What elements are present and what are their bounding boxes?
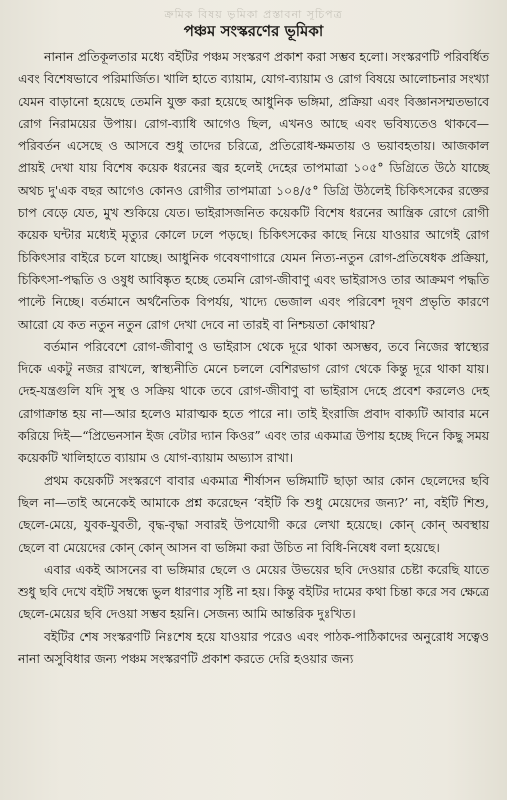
page-title: পঞ্চম সংস্করণের ভূমিকা <box>183 22 324 40</box>
paragraph: বর্তমান পরিবেশে রোগ-জীবাণু ও ভাইরাস থেকে দূরে থাকা অসম্ভব, তবে নিজের স্বাস্থ্যের দিকে একটু নজর রাখলে, স্বাস্থ্যনীতি মেনে চললে বেশিরভাগ রোগ থেকে কিন্তু দূরে থাকা যায়। দেহ-যন্ত্রগুলি যদি সুস্থ ও সক্রিয় থাকে তবে রোগ-জীবাণু বা ভাইরাস দেহে প্রবেশ করলেও দেহ রোগাক্রান্ত হয় না—আর হলেও মারাত্মক হতে পারে না। তাই ইংরাজি প্রবাদ বাক্যটি আবার মনে করিয়ে দিই—“প্রিভেনসান ইজ বেটার দ্যান কিওর” এবং তার একমাত্র উপায় হচ্ছে দিনে কিছু সময় কয়েকটি খালিহাতে ব্যায়াম ও যোগ-ব্যায়াম অভ্যাস রাখা। <box>18 338 489 466</box>
paragraph: এবার একই আসনের বা ভঙ্গিমার ছেলে ও মেয়ের উভয়ের ছবি দেওয়ার চেষ্টা করেছি যাতে শুধু ছবি দেখে বইটি সম্বন্ধে ভুল ধারণার সৃষ্টি না হয়। কিন্তু বইটির দামের কথা চিন্তা করে সব ক্ষেত্রে ছেলে-মেয়ের ছবি দেওয়া সম্ভব হয়নি। সেজন্য আমি আন্তরিক দুঃখিত। <box>18 561 489 622</box>
paragraph: নানান প্রতিকূলতার মধ্যে বইটির পঞ্চম সংস্করণ প্রকাশ করা সম্ভব হলো। সংস্করণটি পরিবর্ধিত এবং বিশেষভাবে পরিমার্জিত। খালি হাতে ব্যায়াম, যোগ-ব্যায়াম ও রোগ বিষয়ে আলোচনার সংখ্যা যেমন বাড়ানো হয়েছে তেমনি যুক্ত করা হয়েছে আধুনিক ভঙ্গিমা, প্রক্রিয়া এবং বিজ্ঞানসম্মতভাবে রোগ নিরাময়ের উপায়। রোগ-ব্যাধি আগেও ছিল, এখনও আছে এবং ভবিষ্যতেও থাকবে—পরিবর্তন এসেছে ও আসবে শুধু তাদের চরিত্রে, প্রতিরোধ-ক্ষমতায় ও ভয়াবহতায়। আজকাল প্রায়ই দেখা যায় বিশেষ কয়েক ধরনের জ্বর হলেই দেহের তাপমাত্রা ১০৫° ডিগ্রিতে উঠে যাচ্ছে অথচ দু'এক বছর আগেও কোনও রোগীর তাপমাত্রা ১০৪/৫° ডিগ্রি উঠলেই চিকিৎসকের রক্তের চাপ বেড়ে যেত, মুখ শুকিয়ে যেত। ভাইরাসজনিত কয়েকটি বিশেষ ধরনের আন্ত্রিক রোগে রোগী কয়েক ঘন্টার মধ্যেই মৃত্যুর কোলে ঢলে পড়ছে। চিকিৎসকের কাছে নিয়ে যাওয়ার আগেই রোগ চিকিৎসার বাইরে চলে যাচ্ছে। আধুনিক গবেষণাগারে যেমন নিত্য-নতুন রোগ-প্রতিষেধক প্রক্রিয়া, চিকিৎসা-পদ্ধতি ও ওষুধ আবিষ্কৃত হচ্ছে তেমনি রোগ-জীবাণু এবং ভাইরাসও তার আক্রমণ পদ্ধতি পাল্টে নিচ্ছে। বর্তমানে অর্থনৈতিক বিপর্যয়, খাদ্যে ভেজাল এবং পরিবেশ দূষণ প্রভৃতি কারণে আরো যে কত নতুন নতুন রোগ দেখা দেবে না তারই বা নিশ্চয়তা কোথায়? <box>18 49 489 332</box>
paragraph: প্রথম কয়েকটি সংস্করণে বাবার একমাত্র শীর্ষাসন ভঙ্গিমাটি ছাড়া আর কোন ছেলেদের ছবি ছিল না—তাই অনেকেই আমাকে প্রশ্ন করেছেন ‘বইটি কি শুধু মেয়েদের জন্য?’ না, বইটি শিশু, ছেলে-মেয়ে, যুবক-যুবতী, বৃদ্ধ-বৃদ্ধা সবারই উপযোগী করে লেখা হয়েছে। কোন্‌ কোন্‌ অবস্থায় ছেলে বা মেয়েদের কোন্‌ কোন্‌ আসন বা ভঙ্গিমা করা উচিত না বিধি-নিষেধ বলা হয়েছে। <box>18 472 489 555</box>
page-body <box>18 46 489 670</box>
paragraph: বইটির শেষ সংস্করণটি নিঃশেষ হয়ে যাওয়ার পরেও এবং পাঠক-পাঠিকাদের অনুরোধ সত্বেও নানা অসুবিধার জন্য পঞ্চম সংস্করণটি প্রকাশ করতে দেরি হওয়ার জন্য <box>18 628 489 667</box>
bleed-through-text: ক্রমিক বিষয় ভূমিকা প্রস্তাবনা সূচিপত্র <box>164 8 343 20</box>
